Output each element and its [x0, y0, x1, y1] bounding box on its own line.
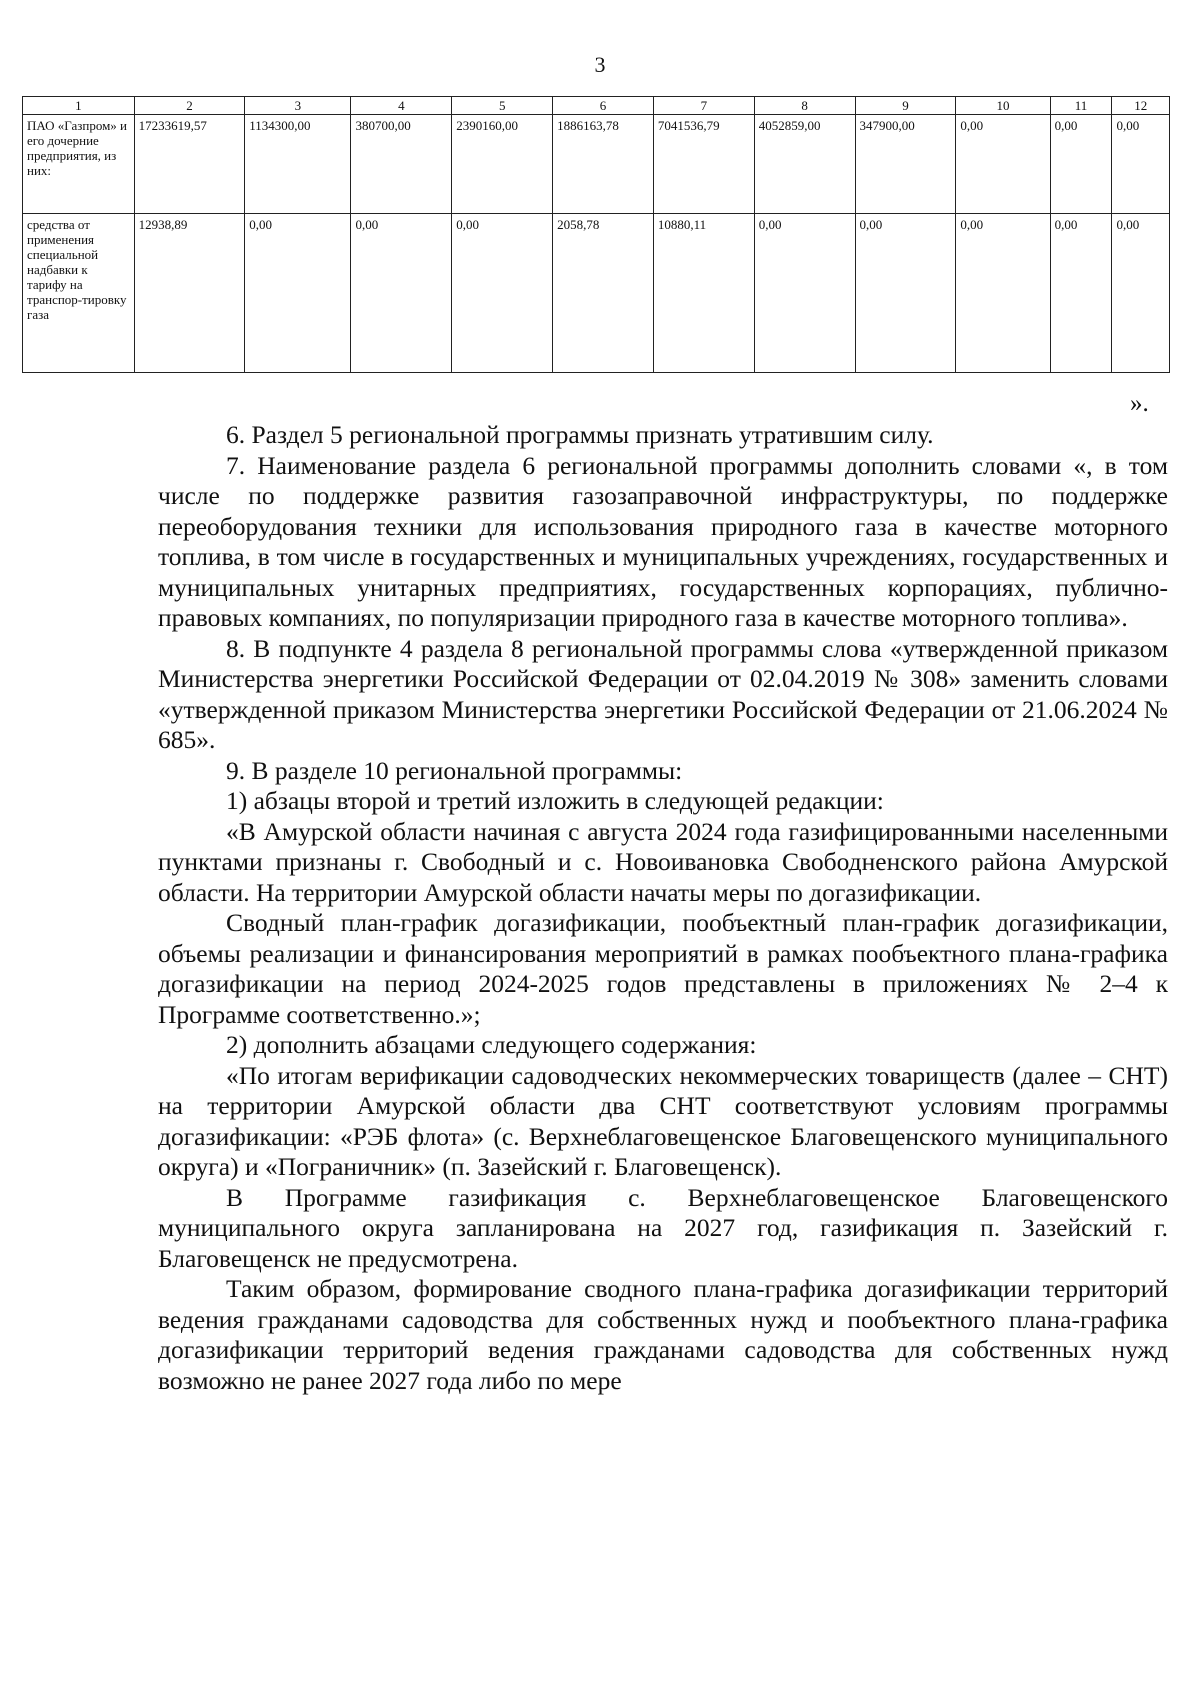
column-number: 6	[553, 97, 654, 115]
paragraph-subitem-1: 1) абзацы второй и третий изложить в следующей редакции:	[226, 786, 884, 815]
table-cell: 7041536,79	[653, 115, 754, 214]
page-number: 3	[594, 52, 606, 77]
column-number: 2	[134, 97, 245, 115]
closing-quote: ».	[1130, 390, 1149, 417]
paragraph-item-8: 8. В подпункте 4 раздела 8 региональной программы слова «утвержденной приказом Министерства энергетики Российской Федерации от 02.04.2019 № 308» заменить словами «утвержденной приказом Министерства энергетики Российской Федерации от 21.06.2024 № 685».	[158, 633, 1168, 754]
table-cell: 380700,00	[351, 115, 452, 214]
row-label: средства от применения специальной надбавки к тарифу на транспор-тировку газа	[23, 214, 135, 373]
table-cell: 10880,11	[653, 214, 754, 373]
quoted-paragraph: В Программе газификация с. Верхнеблаговещенское Благовещенского муниципального округа запланирована на 2027 год, газификация п. Зазейский г. Благовещенск не предусмотрена.	[158, 1182, 1168, 1273]
column-number: 3	[245, 97, 351, 115]
table-cell: 0,00	[754, 214, 855, 373]
table-cell: 0,00	[351, 214, 452, 373]
table-cell: 0,00	[855, 214, 956, 373]
column-number: 11	[1050, 97, 1112, 115]
table-header-row	[23, 97, 1170, 115]
financing-table	[22, 96, 1170, 373]
table-cell: 1134300,00	[245, 115, 351, 214]
column-number: 12	[1112, 97, 1170, 115]
quoted-paragraph: Таким образом, формирование сводного плана-графика догазификации территорий ведения гражданами садоводства для собственных нужд и пообъектного плана-графика догазификации территорий ведения гражданами садоводства для собственных нужд возможно не ранее 2027 года либо по мере	[158, 1274, 1168, 1395]
column-number: 4	[351, 97, 452, 115]
column-number: 1	[23, 97, 135, 115]
table-cell: 2390160,00	[452, 115, 553, 214]
table-cell: 4052859,00	[754, 115, 855, 214]
table-cell: 0,00	[1050, 115, 1112, 214]
table-row	[23, 214, 1170, 373]
document-body	[158, 420, 1168, 1396]
paragraph-item-6: 6. Раздел 5 региональной программы признать утратившим силу.	[226, 420, 934, 449]
row-label: ПАО «Газпром» и его дочерние предприятия, из них:	[23, 115, 135, 214]
table-cell: 1886163,78	[553, 115, 654, 214]
paragraph-subitem-2: 2) дополнить абзацами следующего содержания:	[226, 1030, 757, 1059]
table-cell: 0,00	[1112, 115, 1170, 214]
table-cell: 0,00	[245, 214, 351, 373]
table-cell: 0,00	[1050, 214, 1112, 373]
column-number: 10	[956, 97, 1050, 115]
table-cell: 2058,78	[553, 214, 654, 373]
quoted-paragraph: «В Амурской области начиная с августа 2024 года газифицированными населенными пунктами признаны г. Свободный и с. Новоивановка Свободненского района Амурской области. На территории Амурской области начаты меры по догазификации.	[158, 816, 1168, 907]
paragraph-item-7: 7. Наименование раздела 6 региональной программы дополнить словами «, в том числе по поддержке развития газозаправочной инфраструктуры, по поддержке переоборудования техники для использования природного газа в качестве моторного топлива, в том числе в государственных и муниципальных учреждениях, государственных и муниципальных унитарных предприятиях, государственных корпорациях, публично-правовых компаниях, по популяризации природного газа в качестве моторного топлива».	[158, 450, 1168, 632]
column-number: 5	[452, 97, 553, 115]
table-cell: 0,00	[1112, 214, 1170, 373]
table-cell: 0,00	[452, 214, 553, 373]
table-cell: 0,00	[956, 214, 1050, 373]
table-cell: 347900,00	[855, 115, 956, 214]
paragraph-item-9: 9. В разделе 10 региональной программы:	[226, 755, 683, 785]
table-cell: 0,00	[956, 115, 1050, 214]
table-cell: 17233619,57	[134, 115, 245, 214]
quoted-paragraph: «По итогам верификации садоводческих некоммерческих товариществ (далее – СНТ) на территории Амурской области два СНТ соответствуют условиям программы догазификации: «РЭБ флота» (с. Верхнеблаговещенское Благовещенского муниципального округа) и «Пограничник» (п. Зазейский г. Благовещенск).	[158, 1060, 1168, 1181]
column-number: 7	[653, 97, 754, 115]
column-number: 8	[754, 97, 855, 115]
column-number: 9	[855, 97, 956, 115]
table-row	[23, 115, 1170, 214]
table-cell: 12938,89	[134, 214, 245, 373]
quoted-paragraph: Сводный план-график догазификации, пообъектный план-график догазификации, объемы реализации и финансирования мероприятий в рамках пообъектного плана-графика догазификации на период 2024-2025 годов представлены в приложениях № 2–4 к Программе соответственно.»;	[158, 908, 1168, 1029]
